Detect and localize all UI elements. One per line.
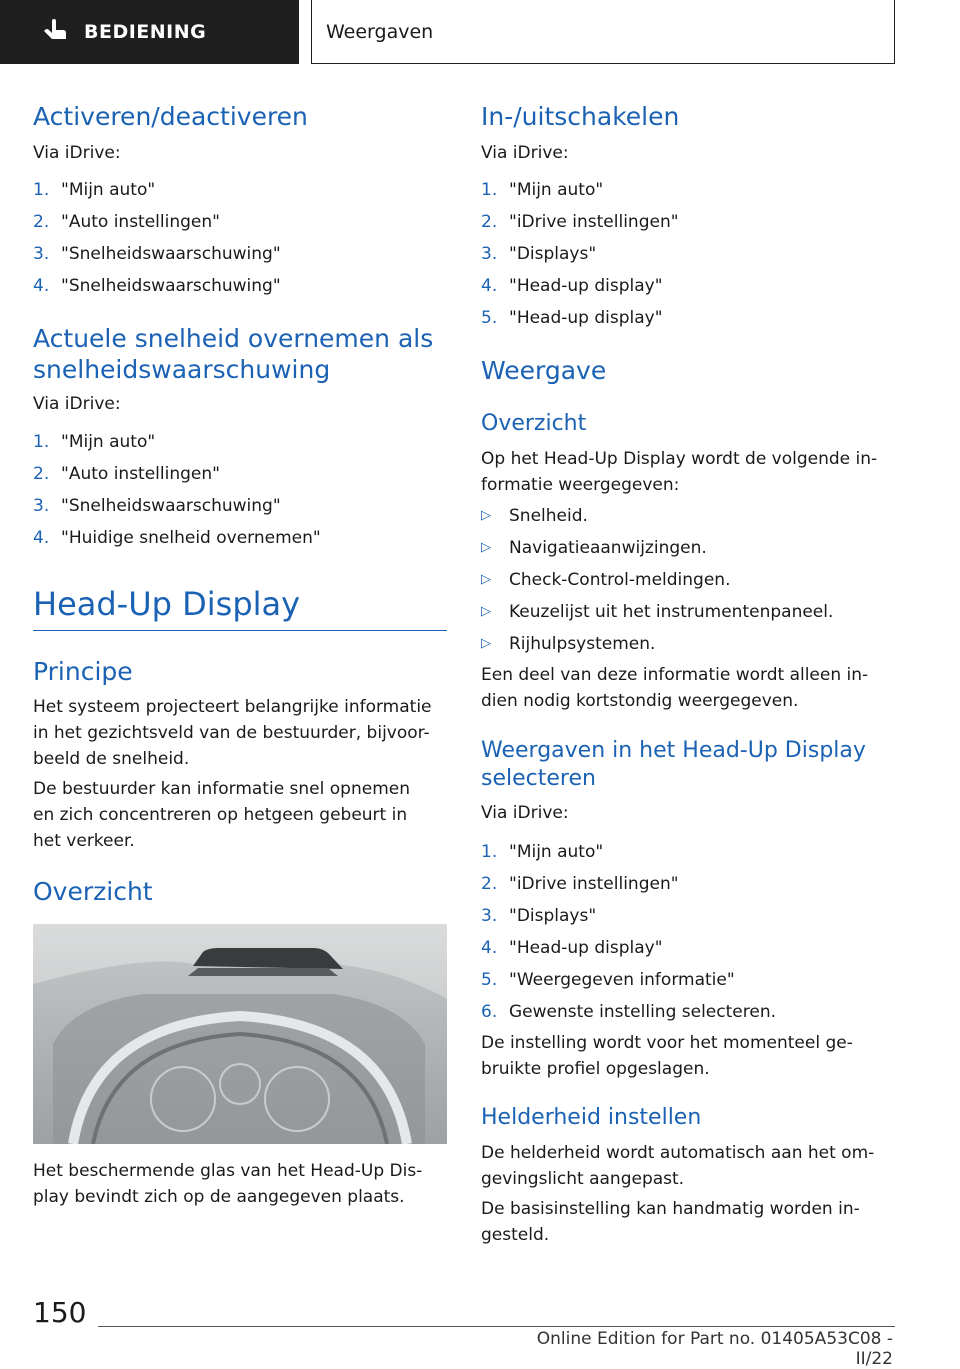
list-item: ▷ Snelheid. bbox=[481, 500, 897, 532]
heading-overzicht-right: Overzicht bbox=[481, 411, 587, 436]
via-idrive-text: Via iDrive: bbox=[33, 143, 121, 163]
heading-weergave: Weergave bbox=[481, 356, 607, 385]
list-item: 4. "Snelheidswaarschuwing" bbox=[33, 276, 281, 296]
list-item: 1. "Mijn auto" bbox=[33, 432, 156, 452]
dashboard-illustration bbox=[33, 924, 447, 1144]
activate-steps bbox=[33, 174, 447, 302]
select-views-steps bbox=[481, 836, 897, 1028]
principe-paragraph-1: Het systeem projecteert belangrijke informatie in het gezichtsveld van de bestuurder, bijvoor- beeld de snelheid. bbox=[33, 697, 432, 769]
heading-select-views: Weergaven in het Head-Up Display selecteren bbox=[481, 738, 866, 791]
heading-overzicht: Overzicht bbox=[33, 877, 153, 906]
list-item: 4. "Head-up display" bbox=[481, 276, 663, 296]
list-item: 3. "Snelheidswaarschuwing" bbox=[33, 496, 281, 516]
hud-glass bbox=[193, 948, 343, 969]
list-item: 4. "Huidige snelheid overnemen" bbox=[33, 528, 321, 548]
list-item: ▷ Check-Control-meldingen. bbox=[481, 564, 897, 596]
triangle-bullet-icon: ▷ bbox=[481, 636, 491, 651]
on-off-steps bbox=[481, 174, 897, 334]
footer-divider bbox=[98, 1326, 895, 1327]
heading-principe: Principe bbox=[33, 657, 133, 686]
current-speed-steps bbox=[33, 426, 447, 554]
via-idrive-text: Via iDrive: bbox=[33, 394, 121, 414]
list-item: 2. "Auto instellingen" bbox=[33, 212, 220, 232]
list-item: 1. "Mijn auto" bbox=[481, 842, 604, 862]
list-item: 5. "Head-up display" bbox=[481, 308, 663, 328]
list-item: ▷ Navigatieaanwijzingen. bbox=[481, 532, 897, 564]
heading-current-speed: Actuele snelheid overnemen als snelheidswaarschuwing bbox=[33, 324, 434, 384]
heading-on-off: In-/uitschakelen bbox=[481, 102, 680, 131]
dashboard-photo bbox=[33, 924, 447, 1144]
page-number: 150 bbox=[33, 1296, 87, 1329]
select-note: De instelling wordt voor het momenteel ge- bruikte profiel opgeslagen. bbox=[481, 1033, 853, 1079]
via-idrive-text: Via iDrive: bbox=[481, 803, 569, 823]
overzicht-outro: Een deel van deze informatie wordt alleen in- dien nodig kortstondig weergegeven. bbox=[481, 665, 869, 711]
brightness-paragraph-1: De helderheid wordt automatisch aan het om- gevingslicht aangepast. bbox=[481, 1143, 875, 1189]
triangle-bullet-icon: ▷ bbox=[481, 604, 491, 619]
hud-section-heading bbox=[33, 584, 447, 631]
principe-paragraph-2: De bestuurder kan informatie snel opnemen en zich concentreren op hetgeen gebeurt in het verkeer. bbox=[33, 779, 410, 851]
heading-activate: Activeren/deactiveren bbox=[33, 102, 308, 131]
section-tab bbox=[0, 0, 299, 64]
list-item: 5. "Weergegeven informatie" bbox=[481, 970, 735, 990]
list-item: ▷ Keuzelijst uit het instrumentenpaneel. bbox=[481, 596, 897, 628]
brightness-paragraph-2: De basisinstelling kan handmatig worden in- gesteld. bbox=[481, 1199, 860, 1245]
list-item: 4. "Head-up display" bbox=[481, 938, 663, 958]
list-item: 3. "Displays" bbox=[481, 244, 597, 264]
display-info-list bbox=[481, 500, 897, 660]
heading-brightness: Helderheid instellen bbox=[481, 1105, 702, 1130]
edition-text: Online Edition for Part no. 01405A53C08 - II/22 bbox=[536, 1329, 893, 1369]
overzicht-intro: Op het Head-Up Display wordt de volgende in- formatie weergegeven: bbox=[481, 449, 878, 495]
list-item: 6. Gewenste instelling selecteren. bbox=[481, 1002, 776, 1022]
chapter-label: Weergaven bbox=[326, 20, 434, 43]
list-item: 2. "Auto instellingen" bbox=[33, 464, 220, 484]
list-item: 3. "Snelheidswaarschuwing" bbox=[33, 244, 281, 264]
triangle-bullet-icon: ▷ bbox=[481, 572, 491, 587]
triangle-bullet-icon: ▷ bbox=[481, 540, 491, 555]
page-title: Head-Up Display bbox=[33, 585, 301, 623]
hand-pointer-icon bbox=[40, 17, 70, 47]
triangle-bullet-icon: ▷ bbox=[481, 508, 491, 523]
list-item: 1. "Mijn auto" bbox=[33, 180, 156, 200]
list-item: ▷ Rijhulpsystemen. bbox=[481, 628, 897, 660]
chapter-box bbox=[311, 0, 895, 64]
list-item: 3. "Displays" bbox=[481, 906, 597, 926]
section-label: BEDIENING bbox=[84, 21, 207, 43]
list-item: 2. "iDrive instellingen" bbox=[481, 874, 679, 894]
list-item: 2. "iDrive instellingen" bbox=[481, 212, 679, 232]
via-idrive-text: Via iDrive: bbox=[481, 143, 569, 163]
photo-caption: Het beschermende glas van het Head-Up Dis- play bevindt zich op de aangegeven plaats. bbox=[33, 1161, 423, 1207]
list-item: 1. "Mijn auto" bbox=[481, 180, 604, 200]
